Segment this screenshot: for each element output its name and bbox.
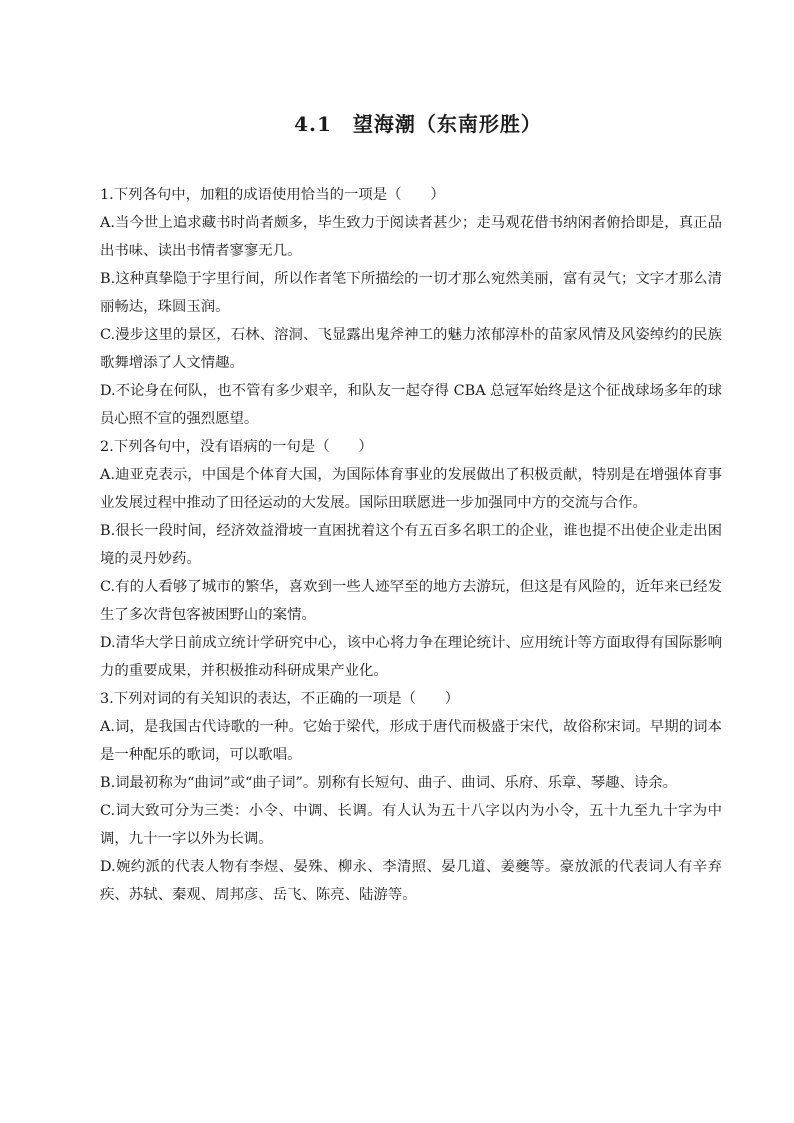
- option-c: C.漫步这里的景区，石林、溶洞、飞显露出鬼斧神工的魅力浓郁淳朴的苗家风情及风姿绰约的民族歌舞增添了人文情趣。: [100, 327, 722, 371]
- question-2: [100, 433, 722, 685]
- option-c: C.有的人看够了城市的繁华，喜欢到一些人迹罕至的地方去游玩，但这是有风险的，近年来已经发生了多次背包客被困野山的案情。: [100, 579, 722, 623]
- question-3: [100, 685, 722, 909]
- option-a: A.词，是我国古代诗歌的一种。它始于梁代，形成于唐代而极盛于宋代，故俗称宋词。早期的词本是一种配乐的歌词，可以歌唱。: [100, 719, 722, 763]
- page-title: 4.1 望海潮（东南形胜）: [294, 112, 542, 136]
- option-d: D.清华大学日前成立统计学研究中心，该中心将力争在理论统计、应用统计等方面取得有国际影响力的重要成果，并积极推动科研成果产业化。: [100, 635, 722, 679]
- option-d: D.不论身在何队，也不管有多少艰辛，和队友一起夺得 CBA 总冠军始终是这个征战球场多年的球员心照不宣的强烈愿望。: [100, 383, 722, 427]
- question-list: [100, 181, 722, 909]
- option-a: A.迪亚克表示，中国是个体育大国，为国际体育事业的发展做出了积极贡献，特别是在增强体育事业发展过程中推动了田径运动的大发展。国际田联愿进一步加强同中方的交流与合作。: [100, 467, 722, 511]
- question-stem: 2.下列各句中，没有语病的一句是（ ）: [100, 439, 373, 455]
- question-1: [100, 181, 722, 433]
- option-b: B.这种真挚隐于字里行间，所以作者笔下所描绘的一切才那么宛然美丽，富有灵气；文字才那么清丽畅达，珠圆玉润。: [100, 271, 722, 315]
- question-stem: 1.下列各句中，加粗的成语使用恰当的一项是（ ）: [100, 187, 445, 203]
- option-c: C.词大致可分为三类：小令、中调、长调。有人认为五十八字以内为小令，五十九至九十字为中调，九十一字以外为长调。: [100, 803, 722, 847]
- option-b: B.词最初称为“曲词”或“曲子词”。别称有长短句、曲子、曲词、乐府、乐章、琴趣、诗余。: [100, 775, 678, 791]
- option-a: A.当今世上追求藏书时尚者颇多，毕生致力于阅读者甚少；走马观花借书纳闲者俯拾即是，真正品出书味、读出书情者寥寥无几。: [100, 215, 722, 259]
- question-stem: 3.下列对词的有关知识的表达，不正确的一项是（ ）: [100, 691, 460, 707]
- option-d: D.婉约派的代表人物有李煜、晏殊、柳永、李清照、晏几道、姜夔等。豪放派的代表词人有辛弃疾、苏轼、秦观、周邦彦、岳飞、陈亮、陆游等。: [100, 859, 722, 903]
- option-b: B.很长一段时间，经济效益滑坡一直困扰着这个有五百多名职工的企业，谁也提不出使企业走出困境的灵丹妙药。: [100, 523, 722, 567]
